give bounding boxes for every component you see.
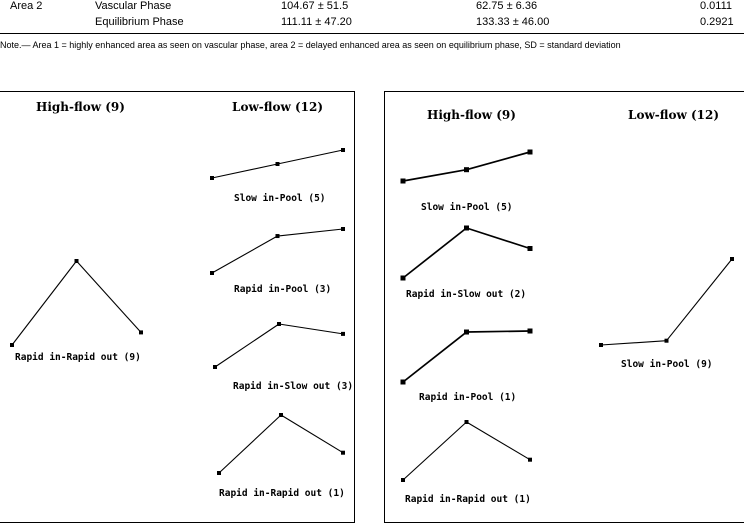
- panel-header-high-flow: High-flow (9): [427, 108, 516, 122]
- curve-label: Rapid in-Rapid out (1): [405, 494, 531, 505]
- enhancement-curve: [217, 413, 345, 475]
- curve-point-marker: [341, 148, 345, 152]
- curve-point-marker: [528, 458, 532, 462]
- table-bottom-rule: [0, 33, 744, 34]
- curve-segment: [279, 324, 343, 334]
- value-cell-1: 104.67 ± 51.5: [281, 0, 349, 12]
- curve-point-marker: [10, 343, 14, 347]
- curve-segment: [403, 422, 467, 480]
- curve-point-marker: [528, 329, 533, 334]
- curve-label: Slow in-Pool (5): [234, 193, 326, 204]
- area-cell: Area 2: [10, 0, 43, 12]
- curve-point-marker: [139, 330, 143, 334]
- curve-segment: [403, 228, 467, 278]
- enhancement-curve: [10, 259, 143, 347]
- panel-header-high-flow: High-flow (9): [36, 100, 125, 114]
- curve-point-marker: [276, 162, 280, 166]
- curve-label: Rapid in-Pool (1): [419, 392, 517, 403]
- curve-label: Slow in-Pool (9): [621, 359, 713, 370]
- curve-label: Slow in-Pool (5): [421, 202, 513, 213]
- curve-segment: [667, 259, 733, 341]
- curve-label: Rapid in-Rapid out (9): [15, 352, 141, 363]
- curve-segment: [212, 236, 278, 273]
- curve-point-marker: [401, 179, 406, 184]
- curve-segment: [215, 324, 279, 367]
- curve-segment: [601, 341, 667, 345]
- curve-segment: [467, 228, 531, 249]
- panel-left-canvas: [0, 92, 354, 522]
- curve-point-marker: [75, 259, 79, 263]
- curve-point-marker: [401, 380, 406, 385]
- curve-point-marker: [279, 413, 283, 417]
- curve-label: Rapid in-Slow out (2): [406, 289, 527, 300]
- curve-point-marker: [599, 343, 603, 347]
- curve-label: Rapid in-Pool (3): [234, 284, 332, 295]
- curve-segment: [403, 170, 467, 181]
- curve-point-marker: [277, 322, 281, 326]
- curve-segment: [77, 261, 142, 332]
- curve-segment: [467, 422, 531, 460]
- curve-point-marker: [341, 227, 345, 231]
- enhancement-curve: [401, 226, 533, 281]
- curve-point-marker: [528, 246, 533, 251]
- enhancement-curve: [599, 257, 734, 347]
- curve-segment: [212, 164, 278, 178]
- table-row: [0, 16, 744, 29]
- curve-segment: [467, 152, 531, 170]
- curve-point-marker: [213, 365, 217, 369]
- value-cell-2: 62.75 ± 6.36: [476, 0, 538, 12]
- panel-header-low-flow: Low-flow (12): [628, 108, 720, 122]
- enhancement-curve: [213, 322, 345, 369]
- figure-panel-right: [384, 91, 744, 523]
- panel-header-low-flow: Low-flow (12): [232, 100, 324, 114]
- figure-panel-left: [0, 91, 355, 523]
- curve-point-marker: [464, 226, 469, 231]
- value-cell-1: 111.11 ± 47.20: [281, 16, 352, 28]
- curve-point-marker: [276, 234, 280, 238]
- curve-label: Rapid in-Rapid out (1): [219, 488, 345, 499]
- curve-point-marker: [341, 332, 345, 336]
- enhancement-curve: [210, 148, 345, 180]
- curve-segment: [219, 415, 281, 473]
- curve-point-marker: [464, 167, 469, 172]
- curve-point-marker: [210, 176, 214, 180]
- table-row: [0, 0, 744, 13]
- value-cell-2: 133.33 ± 46.00: [476, 16, 550, 28]
- curve-point-marker: [217, 471, 221, 475]
- curve-segment: [403, 332, 467, 382]
- curve-point-marker: [210, 271, 214, 275]
- curve-segment: [467, 331, 531, 332]
- curve-point-marker: [401, 276, 406, 281]
- curve-segment: [278, 150, 344, 164]
- curve-point-marker: [401, 478, 405, 482]
- curve-point-marker: [730, 257, 734, 261]
- enhancement-curve: [401, 150, 533, 184]
- curve-point-marker: [341, 451, 345, 455]
- enhancement-curve: [210, 227, 345, 275]
- phase-cell: Vascular Phase: [95, 0, 172, 12]
- curve-segment: [12, 261, 77, 345]
- curve-segment: [278, 229, 344, 236]
- p-value-cell: 0.2921: [700, 16, 734, 28]
- panel-right-canvas: [385, 92, 744, 522]
- enhancement-curve: [401, 329, 533, 385]
- curve-label: Rapid in-Slow out (3): [233, 381, 354, 392]
- curve-point-marker: [465, 420, 469, 424]
- phase-cell: Equilibrium Phase: [95, 16, 184, 28]
- curve-point-marker: [528, 150, 533, 155]
- table-note: Note.— Area 1 = highly enhanced area as seen on vascular phase, area 2 = delayed enhanced area as seen on equilibrium phase, SD = standard deviation: [0, 40, 621, 50]
- curve-point-marker: [665, 339, 669, 343]
- p-value-cell: 0.0111: [700, 0, 733, 12]
- enhancement-curve: [401, 420, 532, 482]
- curve-segment: [281, 415, 343, 453]
- curve-point-marker: [464, 330, 469, 335]
